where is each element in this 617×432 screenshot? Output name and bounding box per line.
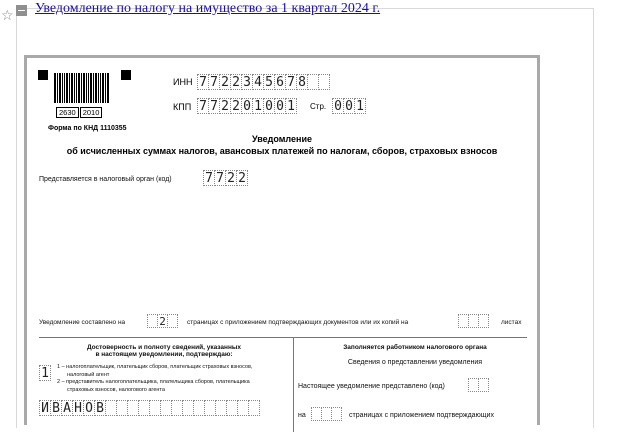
inn-cell: 6 bbox=[274, 74, 286, 90]
kpp-cell: 2 bbox=[219, 98, 231, 114]
name-cell: В bbox=[94, 400, 106, 416]
tax-authority-cell: 2 bbox=[225, 170, 237, 186]
kpp-cell: 7 bbox=[197, 98, 209, 114]
barcode-digits-1: 2630 bbox=[56, 107, 79, 118]
left-heading-line1: Достоверность и полноту сведений, указанных bbox=[86, 344, 242, 351]
inn-cell: 7 bbox=[285, 74, 297, 90]
name-cell: В bbox=[50, 400, 62, 416]
pages-text-before: Уведомление составлено на bbox=[39, 319, 126, 326]
page-cell: 0 bbox=[332, 98, 344, 114]
kpp-cell: 0 bbox=[274, 98, 286, 114]
on-label: на bbox=[298, 412, 306, 419]
name-cell bbox=[248, 400, 260, 416]
document-title-link[interactable]: Уведомление по налогу на имущество за 1 квартал 2024 г. bbox=[35, 1, 381, 16]
name-cell: А bbox=[61, 400, 73, 416]
pages-text-after: листах bbox=[501, 319, 522, 326]
inn-cell: 7 bbox=[208, 74, 220, 90]
inn-cell: 5 bbox=[263, 74, 275, 90]
presented-cell bbox=[478, 378, 489, 392]
name-cell: И bbox=[39, 400, 51, 416]
inn-label: ИНН bbox=[173, 77, 193, 87]
option-1-line1: 1 – налогоплательщик, плательщик сборов, плательщик страховых взносов, bbox=[57, 364, 253, 370]
page-cell: 0 bbox=[343, 98, 355, 114]
kpp-label: КПП bbox=[173, 102, 192, 112]
tax-authority-cell: 7 bbox=[214, 170, 226, 186]
left-heading bbox=[39, 344, 289, 358]
pages-cell bbox=[167, 314, 178, 328]
attach-cell bbox=[478, 314, 489, 328]
inn-cell: 7 bbox=[197, 74, 209, 90]
kpp-cell: 1 bbox=[252, 98, 264, 114]
kpp-cells bbox=[197, 98, 296, 114]
inn-cell: 4 bbox=[252, 74, 264, 90]
collapse-icon[interactable] bbox=[16, 5, 27, 16]
column-divider bbox=[293, 337, 294, 432]
inn-cell: 8 bbox=[296, 74, 308, 90]
kpp-cell: 7 bbox=[208, 98, 220, 114]
on-cell bbox=[331, 407, 342, 421]
tax-authority-cell: 2 bbox=[236, 170, 248, 186]
tax-authority-cells bbox=[203, 170, 247, 186]
form-title bbox=[27, 133, 537, 157]
option-2-line2: страховых взносов, налогового агента bbox=[67, 386, 165, 393]
page-label: Стр. bbox=[310, 102, 327, 111]
tax-authority-cell: 7 bbox=[203, 170, 215, 186]
tax-authority-label: Представляется в налоговый орган (код) bbox=[39, 176, 172, 183]
inn-cell: 2 bbox=[230, 74, 242, 90]
barcode-number bbox=[56, 107, 103, 118]
barcode-digits-2: 2010 bbox=[80, 107, 103, 118]
pages-text-middle: страницах с приложением подтверждающих документов или их копий на bbox=[187, 319, 409, 326]
form-code: Форма по КНД 1110355 bbox=[48, 125, 127, 132]
right-pages-label: страницах с приложением подтверждающих bbox=[349, 412, 494, 419]
right-heading: Заполняется работником налогового органа bbox=[343, 344, 487, 351]
inn-cells bbox=[197, 74, 329, 90]
name-cell: О bbox=[83, 400, 95, 416]
favorite-star-icon[interactable]: ☆ bbox=[1, 8, 14, 24]
inn-cell bbox=[318, 74, 330, 90]
on-cells bbox=[311, 407, 341, 421]
option-2-line1: 2 – представитель налогоплательщика, плательщика сборов, плательщика bbox=[57, 379, 250, 385]
signer-cell bbox=[39, 365, 50, 381]
section-divider bbox=[39, 337, 527, 338]
pages-cells bbox=[147, 314, 177, 328]
page-cell: 1 bbox=[354, 98, 366, 114]
inn-cell: 3 bbox=[241, 74, 253, 90]
attach-cells bbox=[458, 314, 488, 328]
kpp-cell: 0 bbox=[241, 98, 253, 114]
corner-marker-right bbox=[121, 70, 131, 80]
form-title-line1: Уведомление bbox=[251, 134, 312, 144]
left-heading-line2: в настоящем уведомлении, подтверждаю: bbox=[95, 351, 233, 358]
signer-type-cell: 1 bbox=[39, 365, 51, 381]
inn-cell: 2 bbox=[219, 74, 231, 90]
page-cells bbox=[332, 98, 365, 114]
pages-cell: 2 bbox=[157, 314, 168, 328]
notification-form bbox=[24, 55, 540, 425]
option-1-line2: налоговый агент bbox=[67, 371, 110, 378]
barcode bbox=[54, 73, 116, 107]
signer-options bbox=[57, 364, 252, 394]
presented-cells bbox=[468, 378, 488, 392]
kpp-cell: 2 bbox=[230, 98, 242, 114]
corner-marker-left bbox=[38, 70, 48, 80]
presented-label: Настоящее уведомление представлено (код) bbox=[298, 383, 445, 390]
form-title-line2: об исчисленных суммах налогов, авансовых платежей по налогам, сборов, страховых взносов bbox=[66, 146, 498, 156]
kpp-cell: 1 bbox=[285, 98, 297, 114]
right-subheading: Сведения о представлении уведомления bbox=[347, 359, 483, 366]
kpp-cell: 0 bbox=[263, 98, 275, 114]
signer-name-cells bbox=[39, 400, 259, 416]
name-cell: Н bbox=[72, 400, 84, 416]
